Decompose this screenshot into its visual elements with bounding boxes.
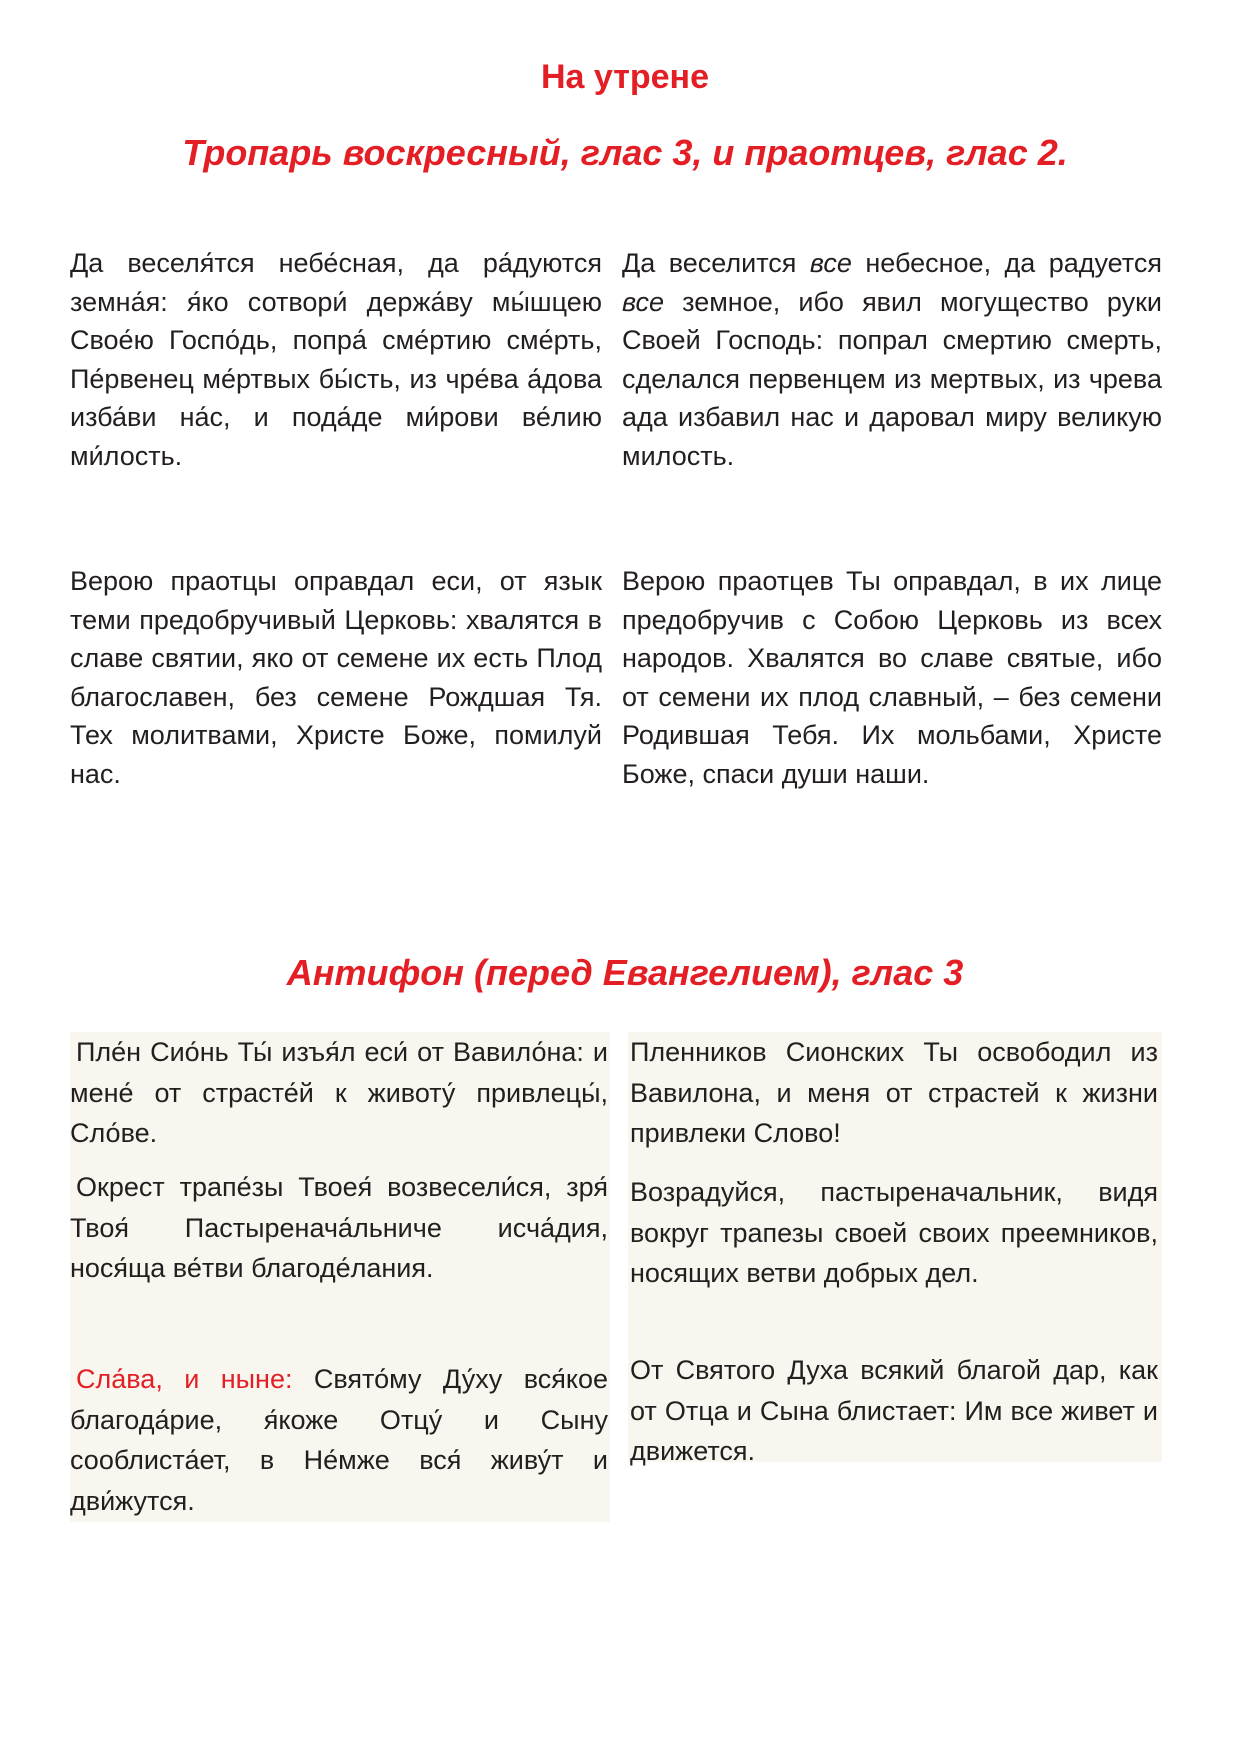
antiphon-slavonic-3-text: Свято́му Ду́ху вся́кое благода́рие, я́коже Отцу́ и Сыну сооблиста́ет, в Не́мже вся́ живу́т и дви́жутся. [70, 1364, 608, 1516]
antiphon-russian-3: От Святого Духа всякий благой дар, как от Отца и Сына блистает: Им все живет и движется. [630, 1355, 1158, 1466]
heading-antiphon: Антифон (перед Евангелием), глас 3 [286, 952, 964, 993]
antiphon-slavonic-3 [70, 1359, 608, 1521]
troparion-slavonic-2: Верою праотцы оправдал еси, от язык теми предобручивый Церковь: хвалятся в славе святии, яко от семене их есть Плод благославен, без семене Рождшая Тя. Тех молитвами, Христе Боже, помилуй нас. [70, 566, 602, 789]
troparion-russian-2: Верою праотцев Ты оправдал, в их лице предобручив с Собою Церковь из всех народов. Хвалятся во славе святые, ибо от семени их плод славный, – без семени Родившая Тебя. Их мольбами, Христе Боже, спаси души наши. [622, 566, 1162, 789]
troparion-russian-1-text-c: земное, ибо явил могущество руки Своей Господь: попрал смертию смерть, сделался первенцем из мертвых, из чрева ада избавил нас и даровал миру великую милость. [622, 286, 1162, 471]
troparion-russian-1-text-b: небесное, да радуется [851, 248, 1162, 278]
rubric-glory-label: Сла́ва, и ныне: [76, 1364, 293, 1394]
heading-matins: На утрене [540, 58, 709, 96]
antiphon-slavonic-2: Окрест трапе́зы Твоея́ возвесели́ся, зря́ Твоя́ Пастыренача́льниче исча́дия, нося́ща ве́тви благоде́лания. [70, 1172, 608, 1283]
heading-troparion: Тропарь воскресный, глас 3, и праотцев, глас 2. [182, 132, 1068, 173]
troparion-russian-1-emphasis-a: все [809, 248, 852, 278]
troparion-russian-1-text-a: Да веселится [622, 248, 810, 278]
antiphon-russian-2: Возрадуйся, пастыреначальник, видя вокруг трапезы своей своих преемников, носящих ветви добрых дел. [630, 1177, 1158, 1288]
troparion-slavonic-1: Да веселя́тся небе́сная, да ра́дуются земна́я: я́ко сотвори́ держа́ву мы́шцею Свое́ю Госпо́дь, попра́ сме́ртию сме́рть, Пе́рвенец ме́ртвых бы́сть, из чре́ва а́дова изба́ви на́с, и пода́де ми́рови ве́лию ми́лость. [70, 248, 602, 471]
antiphon-russian-1: Пленников Сионских Ты освободил из Вавилона, и меня от страстей к жизни привлеки Слово! [630, 1037, 1158, 1148]
troparion-russian-1-emphasis-b: все [622, 286, 665, 317]
troparion-russian-1 [622, 244, 1162, 476]
antiphon-slavonic-1: Пле́н Сио́нь Ты́ изъя́л еси́ от Вавило́на: и мене́ от страсте́й к животу́ привлецы́, Сло́ве. [70, 1037, 608, 1148]
